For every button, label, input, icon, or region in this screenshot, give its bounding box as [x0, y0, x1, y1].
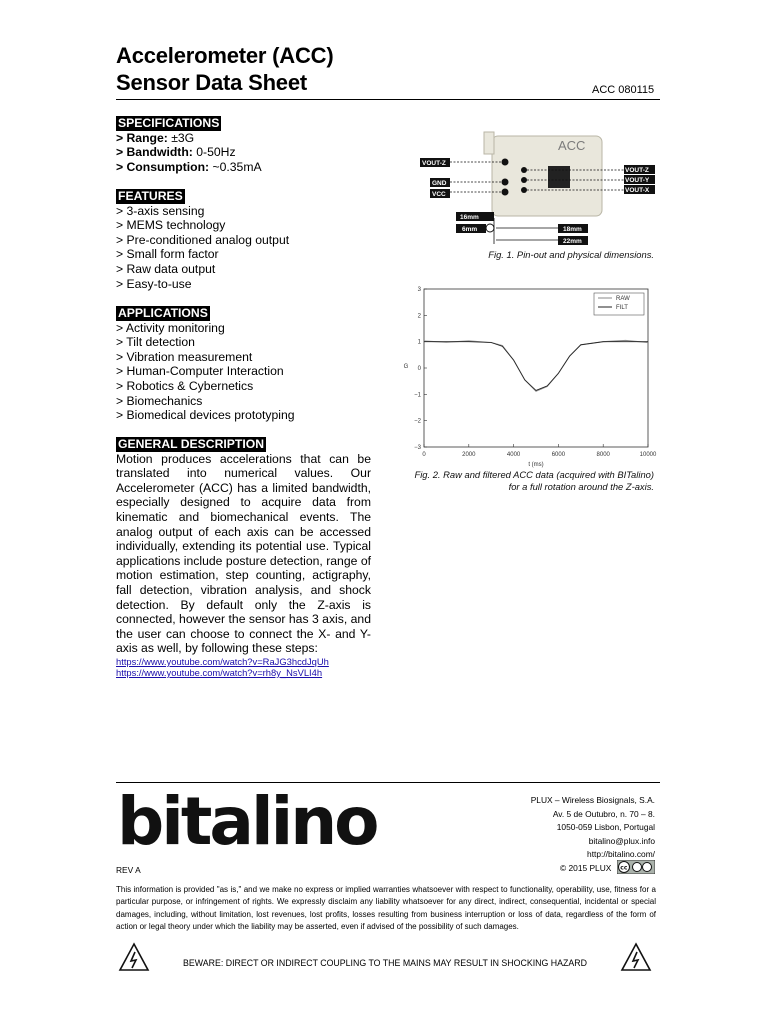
sensor-board	[492, 136, 602, 216]
feature-item: > Pre-conditioned analog output	[116, 232, 290, 247]
title-line-1: Accelerometer (ACC)	[116, 43, 334, 68]
address-line: 1050-059 Lisbon, Portugal	[556, 822, 655, 832]
y-tick-label: 0	[417, 366, 421, 372]
page-title	[116, 42, 334, 96]
spec-item: > Range: ±3G	[116, 130, 195, 145]
pin-label-right: VOUT-Y	[625, 177, 650, 184]
pin-label-left: GND	[432, 180, 447, 187]
disclaimer-text: This information is provided "as is," and we make no express or implied warranties whatsoever with respect to functionality, operability, use, fitness for a particular purpose, or infringement of rights. We expressly disclaim any liability whatsoever for any direct, indirect, consequential, incidental or special damages, including, without limitation, lost revenues, lost profits, losses resulting from business interruption or loss of data, regardless of the form of action or legal theory under which the liability may be asserted, even if advised of the possibility of such damages.	[116, 885, 656, 931]
pin-hole	[502, 159, 509, 166]
pin-hole	[521, 187, 527, 193]
general-description-heading: GENERAL DESCRIPTION	[118, 437, 265, 451]
pin-hole	[521, 177, 527, 183]
figure-1-caption: Fig. 1. Pin-out and physical dimensions.	[488, 249, 654, 260]
pin-label-left: VCC	[432, 191, 446, 198]
sensor-chip	[548, 166, 570, 188]
y-axis-label: G	[403, 364, 409, 370]
application-item: > Activity monitoring	[116, 320, 225, 335]
pinout-figure	[420, 130, 656, 250]
pin-label-left: VOUT-Z	[422, 160, 446, 167]
spec-item: > Bandwidth: 0-50Hz	[116, 145, 236, 160]
document-id: ACC 080115	[592, 84, 655, 96]
series-line-raw	[424, 340, 648, 391]
dimension-label: 22mm	[563, 238, 582, 245]
legend-label: RAW	[616, 296, 630, 302]
x-axis-label: t (ms)	[528, 462, 544, 468]
application-item: > Tilt detection	[116, 335, 195, 350]
y-tick-label: 2	[417, 313, 421, 320]
feature-item: > Raw data output	[116, 261, 216, 276]
pin-hole	[502, 189, 509, 196]
legend-label: FILT	[616, 305, 628, 311]
general-description-text: Motion produces accelerations that can be translated into numerical values. Our Accelerometer (ACC) has a limited bandwidth, especially designed to acquire data from kinematic and biomechanical events. The analog output of each axis can be accessed individually, extending its potential use. Typical applications include posture detection, range of motion estimation, step counting, actigraphy, fall detection, vibration analysis, and shock detection. By default only the Z-axis is connected, however the sensor has 3 axis, and the user can choose to connect the X- and Y-axis as well, by following these steps:	[116, 451, 371, 656]
address-line: http://bitalino.com/	[587, 849, 655, 859]
pin-label-right: VOUT-X	[625, 187, 650, 194]
figure-2-caption-line-2: for a full rotation around the Z-axis.	[508, 481, 654, 492]
footer-rule	[116, 782, 660, 783]
hazard-warning: BEWARE: DIRECT OR INDIRECT COUPLING TO THE MAINS MAY RESULT IN SHOCKING HAZARD	[183, 958, 587, 968]
specifications-heading: SPECIFICATIONS	[118, 116, 220, 130]
board-tab	[484, 132, 494, 154]
bitalino-logo	[117, 788, 407, 852]
address-line: PLUX – Wireless Biosignals, S.A.	[530, 795, 655, 805]
address-line: Av. 5 de Outubro, n. 70 – 8.	[552, 808, 655, 819]
figure-2-caption-line-1: Fig. 2. Raw and filtered ACC data (acquired with BITalino)	[414, 469, 654, 480]
y-tick-label: 1	[417, 339, 421, 346]
x-tick-label: 8000	[596, 452, 610, 458]
pin-hole	[521, 167, 527, 173]
video-link-2[interactable]: https://www.youtube.com/watch?v=rh8y_NsVLI4h	[116, 666, 323, 678]
dimension-label: 18mm	[563, 226, 582, 233]
general-description-section	[116, 437, 371, 678]
y-tick-label: −3	[414, 445, 421, 451]
y-tick-label: −1	[414, 392, 421, 399]
x-tick-label: 10000	[639, 452, 657, 458]
company-address	[430, 794, 655, 862]
video-link-1[interactable]: https://www.youtube.com/watch?v=RaJG3hcdJqUh	[116, 655, 329, 667]
x-tick-label: 6000	[551, 452, 566, 458]
svg-text:cc: cc	[620, 864, 628, 872]
creative-commons-icon	[617, 860, 655, 874]
board-label: ACC	[558, 138, 586, 153]
applications-heading: APPLICATIONS	[118, 306, 208, 320]
application-item: > Vibration measurement	[116, 349, 253, 364]
address-line: bitalino@plux.info	[588, 835, 655, 846]
title-line-2: Sensor Data Sheet	[116, 70, 308, 95]
specifications-section	[116, 116, 262, 174]
mount-hole-icon	[486, 224, 494, 232]
x-tick-label: 4000	[506, 452, 521, 458]
series-line-filt	[424, 342, 648, 391]
application-item: > Human-Computer Interaction	[116, 364, 284, 379]
electrical-hazard-icon	[118, 942, 150, 972]
y-tick-label: −2	[414, 418, 421, 425]
dimension-label: 16mm	[460, 214, 479, 221]
application-item: > Robotics & Cybernetics	[116, 378, 254, 393]
applications-section	[116, 306, 295, 423]
electrical-hazard-icon	[620, 942, 652, 972]
feature-item: > Small form factor	[116, 247, 219, 262]
figure-2-caption	[380, 469, 654, 493]
application-item: > Biomedical devices prototyping	[116, 408, 295, 423]
header-rule	[116, 99, 660, 100]
acc-chart	[396, 283, 658, 471]
features-heading: FEATURES	[118, 189, 183, 203]
y-tick-label: 3	[417, 287, 421, 293]
pin-label-right: VOUT-Z	[625, 167, 649, 174]
feature-item: > 3-axis sensing	[116, 203, 205, 218]
logo-wordmark: bitalino	[117, 788, 377, 852]
application-item: > Biomechanics	[116, 393, 203, 408]
copyright-notice: © 2015 PLUX	[560, 863, 612, 873]
x-tick-label: 2000	[462, 452, 476, 458]
dimension-label: 6mm	[462, 226, 478, 233]
spec-item: > Consumption: ~0.35mA	[116, 159, 262, 174]
x-tick-label: 0	[422, 452, 426, 458]
feature-item: > MEMS technology	[116, 218, 226, 233]
pin-hole	[502, 179, 509, 186]
features-section	[116, 189, 289, 291]
feature-item: > Easy-to-use	[116, 276, 192, 291]
revision-label: REV A	[116, 865, 141, 875]
